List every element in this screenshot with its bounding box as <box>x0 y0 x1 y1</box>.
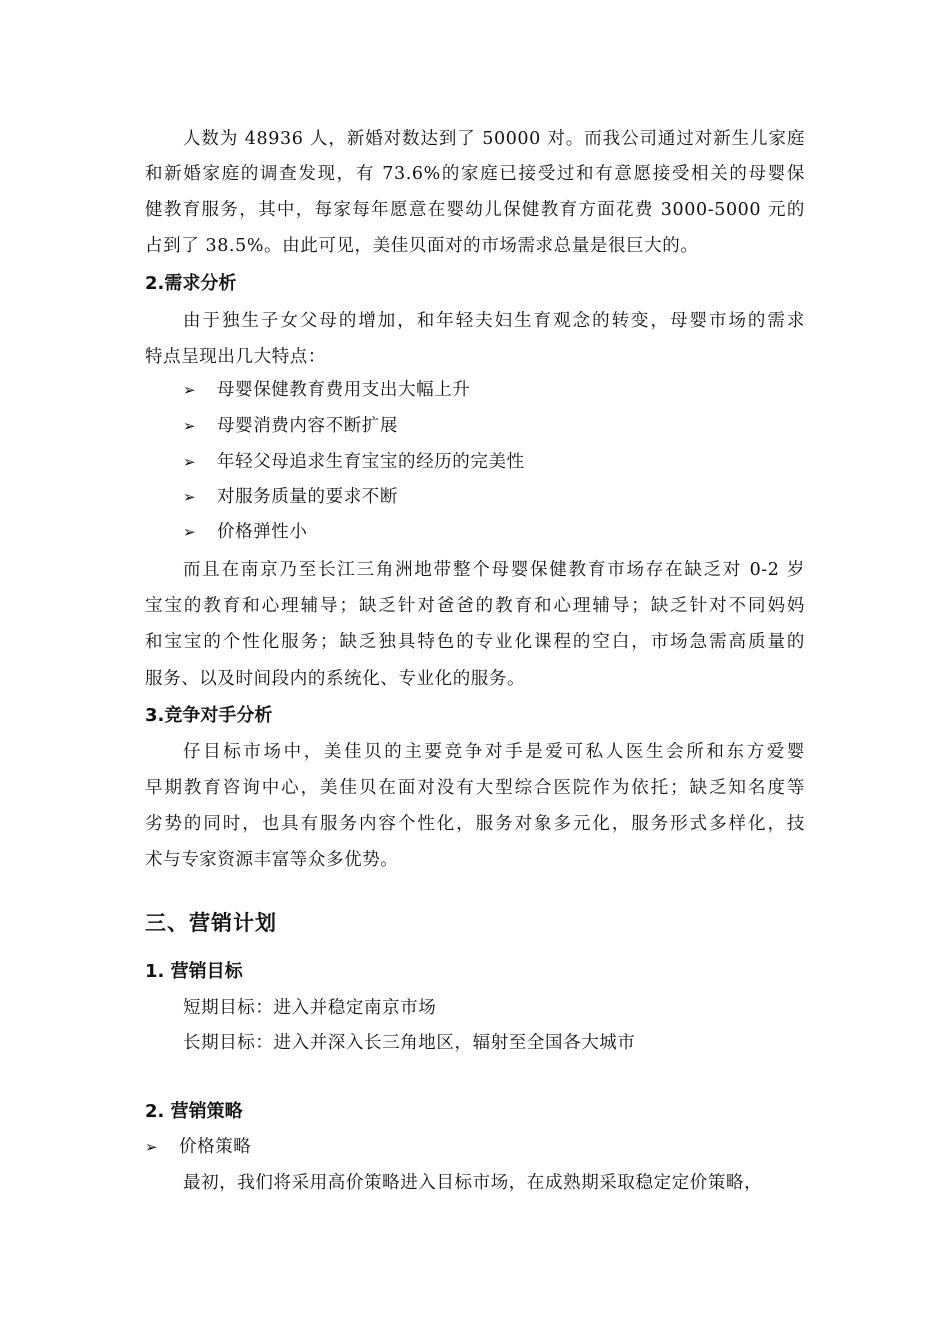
long-term-goal: 长期目标：进入并深入长三角地区，辐射至全国各大城市 <box>183 1033 636 1053</box>
arrow-bullet-icon: ➢ <box>183 453 197 471</box>
competition-line-3: 劣势的同时，也具有服务内容个性化，服务对象多元化，服务形式多样化，技 <box>145 814 805 834</box>
demand-intro-line-1: 由于独生子女父母的增加，和年轻夫妇生育观念的转变，母婴市场的需求 <box>183 311 805 331</box>
competition-line-4: 术与专家资源丰富等众多优势。 <box>145 850 399 870</box>
list-item-text: 年轻父母追求生育宝宝的经历的完美性 <box>217 452 525 472</box>
list-item-text: 母婴保健教育费用支出大幅上升 <box>217 380 471 400</box>
short-term-goal: 短期目标：进入并稳定南京市场 <box>183 998 437 1018</box>
marketing-plan-heading: 三、营销计划 <box>145 911 277 935</box>
marketing-strategy-heading: 2. 营销策略 <box>145 1101 243 1122</box>
list-item <box>183 409 398 443</box>
list-item <box>183 515 308 549</box>
intro-line-1: 人数为 48936 人，新婚对数达到了 50000 对。而我公司通过对新生儿家庭 <box>183 129 805 149</box>
arrow-bullet-icon: ➢ <box>183 523 197 541</box>
arrow-bullet-icon: ➢ <box>183 488 197 506</box>
demand-intro-line-2: 特点呈现出几大特点： <box>145 347 326 367</box>
demand-para-line-2: 宝宝的教育和心理辅导；缺乏针对爸爸的教育和心理辅导；缺乏针对不同妈妈 <box>145 596 805 616</box>
list-item-text: 价格弹性小 <box>217 522 308 542</box>
demand-para-line-4: 服务、以及时间段内的系统化、专业化的服务。 <box>145 669 526 689</box>
list-item <box>183 373 470 407</box>
demand-para-line-3: 和宝宝的个性化服务；缺乏独具特色的专业化课程的空白，市场急需高质量的 <box>145 632 805 652</box>
competition-heading: 3.竞争对手分析 <box>145 705 273 726</box>
arrow-bullet-icon: ➢ <box>183 381 197 399</box>
list-item-text: 对服务质量的要求不断 <box>217 487 398 507</box>
list-item <box>145 1130 251 1164</box>
list-item-text: 母婴消费内容不断扩展 <box>217 416 398 436</box>
competition-line-2: 早期教育咨询中心，美佳贝在面对没有大型综合医院作为依托；缺乏知名度等 <box>145 778 805 798</box>
price-strategy-label: 价格策略 <box>179 1137 252 1157</box>
competition-line-1: 仔目标市场中，美佳贝的主要竞争对手是爱可私人医生会所和东方爱婴 <box>183 742 805 762</box>
demand-heading: 2.需求分析 <box>145 273 237 294</box>
list-item <box>183 480 398 514</box>
demand-para-line-1: 而且在南京乃至长江三角洲地带整个母婴保健教育市场存在缺乏对 0-2 岁 <box>183 560 805 580</box>
price-strategy-line: 最初，我们将采用高价策略进入目标市场，在成熟期采取稳定定价策略， <box>183 1173 763 1193</box>
marketing-goals-heading: 1. 营销目标 <box>145 961 243 982</box>
intro-line-2: 和新婚家庭的调查发现，有 73.6%的家庭已接受过和有意愿接受相关的母婴保 <box>145 164 805 184</box>
arrow-bullet-icon: ➢ <box>145 1138 159 1156</box>
arrow-bullet-icon: ➢ <box>183 417 197 435</box>
intro-line-4: 占到了 38.5%。由此可见，美佳贝面对的市场需求总量是很巨大的。 <box>145 236 699 256</box>
list-item <box>183 445 525 479</box>
intro-line-3: 健教育服务，其中，每家每年愿意在婴幼儿保健教育方面花费 3000-5000 元的 <box>145 200 805 220</box>
